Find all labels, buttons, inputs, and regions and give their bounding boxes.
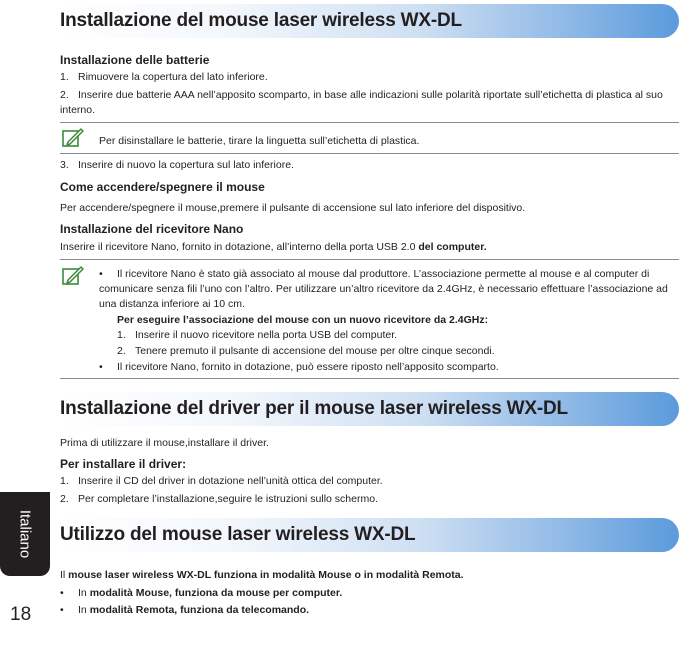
section-banner-usage [56,518,679,552]
battery-subtitle: Installazione delle batterie [60,53,210,67]
battery-step-1: 1. Rimuovere la copertura del lato inferiore. [60,71,268,83]
section-title-installation: Installazione del mouse laser wireless WX-DL [60,10,462,31]
usage-intro: Il mouse laser wireless WX-DL funziona in modalità Mouse o in modalità Remota. [60,569,464,581]
receiver-subtitle: Installazione del ricevitore Nano [60,222,244,236]
usage-bullet-mouse: • In modalità Mouse, funziona da mouse per computer. [60,587,343,599]
pairing-step-2: 2. Tenere premuto il pulsante di accensione del mouse per oltre cinque secondi. [117,345,495,357]
section-title-driver: Installazione del driver per il mouse laser wireless WX-DL [60,398,568,419]
receiver-note-bullet-2: • Il ricevitore Nano, fornito in dotazione, può essere riposto nell’apposito scomparto. [99,361,499,373]
usage-bullet-remote: • In modalità Remota, funziona da telecomando. [60,604,310,616]
language-tab-label: Italiano [16,509,34,559]
battery-step-3: 3. Inserire di nuovo la copertura sul lato inferiore. [60,159,294,171]
receiver-note-bullet-1: • Il ricevitore Nano è stato già associato al mouse dal produttore. L’associazione permette al mouse e al computer di [99,268,650,280]
receiver-text: Inserire il ricevitore Nano, fornito in dotazione, all’interno della porta USB 2.0 del computer. [60,241,487,253]
pairing-title: Per eseguire l’associazione del mouse con un nuovo ricevitore da 2.4GHz: [117,314,489,326]
battery-step-2: 2. Inserire due batterie AAA nell’apposito scomparto, in base alle indicazioni sulle polarità riportate sull’etichetta di plastica al suo [60,89,663,101]
receiver-note-bullet-1-line-3: una distanza inferiore ai 10 cm. [99,298,245,310]
power-subtitle: Come accendere/spegnere il mouse [60,180,265,194]
pairing-step-1: 1. Inserire il nuovo ricevitore nella porta USB del computer. [117,329,398,341]
driver-step-2: 2. Per completare l’installazione,seguire le istruzioni sullo schermo. [60,493,378,505]
page-number: 18 [10,604,32,625]
note2-divider-top [60,259,679,260]
power-text: Per accendere/spegnere il mouse,premere il pulsante di accensione sul lato inferiore del dispositivo. [60,202,526,214]
driver-intro: Prima di utilizzare il mouse,installare il driver. [60,437,269,449]
battery-step-2-continued: interno. [60,104,96,116]
section-banner-installation [56,4,679,38]
driver-step-1: 1. Inserire il CD del driver in dotazione nell’unità ottica del computer. [60,475,383,487]
driver-subtitle: Per installare il driver: [60,457,187,471]
note2-pencil-icon [62,266,84,286]
section-title-usage: Utilizzo del mouse laser wireless WX-DL [60,524,416,545]
battery-note-text: Per disinstallare le batterie, tirare la linguetta sull’etichetta di plastica. [99,135,420,147]
note-pencil-icon [62,128,84,148]
note-divider-bottom [60,153,679,154]
receiver-note-bullet-1-line-2: comunicare senza fili l’uno con l’altro. Per utilizzare un’altro ricevitore da 2.4GHz, è necessario effettuare l’associazione ad [99,283,668,295]
note2-divider-bottom [60,378,679,379]
section-banner-driver [56,392,679,426]
language-tab [0,492,50,576]
note-divider-top [60,122,679,123]
